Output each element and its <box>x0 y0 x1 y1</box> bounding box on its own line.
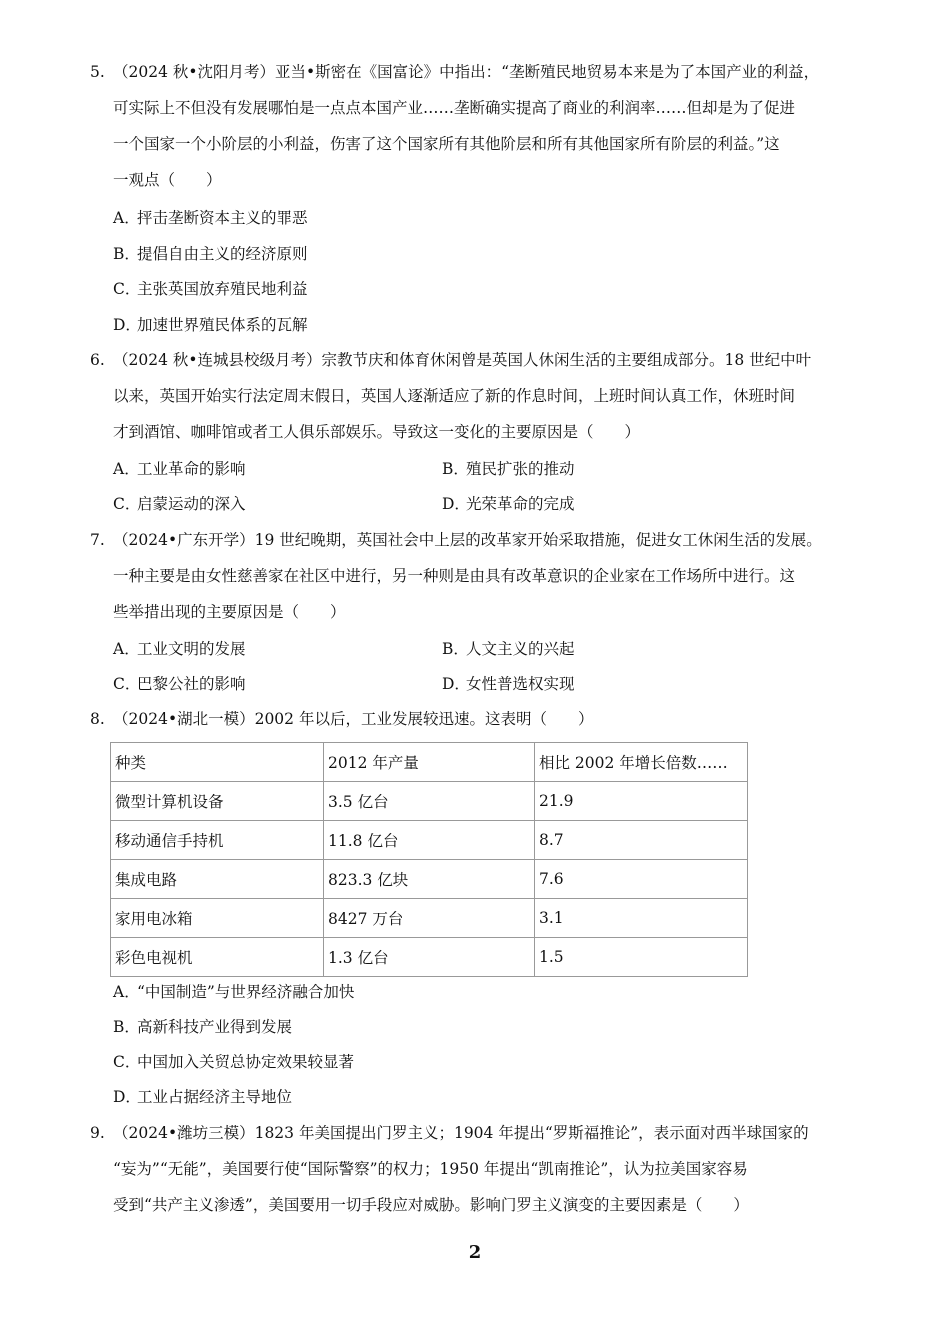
table-row <box>111 860 748 899</box>
question-stem-line: 6. （2024 秋•连城县校级月考）宗教节庆和体育休闲曾是英国人休闲生活的主要组成部分。18 世纪中叶 <box>90 342 880 378</box>
question-stem-line: 8. （2024•湖北一模）2002 年以后，工业发展较迅速。这表明（ ） <box>90 701 880 737</box>
table-cell: 彩色电视机 <box>111 938 324 977</box>
table-header-cell: 2012 年产量 <box>324 743 535 782</box>
table-cell: 7.6 <box>535 860 748 899</box>
option-a: A．工业文明的发展 <box>113 640 246 658</box>
question-stem-line: “妄为”“无能”，美国要行使“国际警察”的权力；1950 年提出“凯南推论”，认为拉美国家容易 <box>113 1160 748 1178</box>
table-row <box>111 782 748 821</box>
table-cell: 1.3 亿台 <box>324 938 535 977</box>
option-b: B．人文主义的兴起 <box>442 640 575 658</box>
table-header-cell: 种类 <box>111 743 324 782</box>
option-c: C．启蒙运动的深入 <box>113 495 246 513</box>
table-cell: 微型计算机设备 <box>111 782 324 821</box>
question-stem-line: 受到“共产主义渗透”，美国要用一切手段应对威胁。影响门罗主义演变的主要因素是（ ） <box>113 1196 749 1214</box>
table-row <box>111 899 748 938</box>
option-c: C．巴黎公社的影响 <box>113 675 246 693</box>
question-stem-line: 可实际上不但没有发展哪怕是一点点本国产业……垄断确实提高了商业的利润率……但却是为了促进 <box>113 99 796 117</box>
question-stem-line: 5. （2024 秋•沈阳月考）亚当•斯密在《国富论》中指出：“垄断殖民地贸易本来是为了本国产业的利益， <box>90 54 880 90</box>
option-c: C．主张英国放弃殖民地利益 <box>113 280 308 298</box>
table-cell: 移动通信手持机 <box>111 821 324 860</box>
question-8 <box>90 701 880 737</box>
question-number: 8. <box>90 710 105 728</box>
question-stem-line: 9. （2024•潍坊三模）1823 年美国提出门罗主义；1904 年提出“罗斯福推论”，表示面对西半球国家的 <box>90 1115 880 1151</box>
table-cell: 11.8 亿台 <box>324 821 535 860</box>
option-d: D．女性普选权实现 <box>442 675 575 693</box>
question-number: 7. <box>90 531 105 549</box>
table-cell: 823.3 亿块 <box>324 860 535 899</box>
table-row <box>111 938 748 977</box>
table-row <box>111 821 748 860</box>
question-stem-line: 才到酒馆、咖啡馆或者工人俱乐部娱乐。导致这一变化的主要原因是（ ） <box>113 423 641 441</box>
table-cell: 1.5 <box>535 938 748 977</box>
question-stem-line: 一种主要是由女性慈善家在社区中进行，另一种则是由具有改革意识的企业家在工作场所中进行。这 <box>113 567 796 585</box>
option-c: C．中国加入关贸总协定效果较显著 <box>113 1053 355 1071</box>
question-9 <box>90 1115 880 1223</box>
option-d: D．光荣革命的完成 <box>442 495 575 513</box>
option-a: A．“中国制造”与世界经济融合加快 <box>113 983 355 1001</box>
question-stem-line: 一观点（ ） <box>113 171 222 189</box>
option-d: D．工业占据经济主导地位 <box>113 1088 293 1106</box>
table-cell: 8.7 <box>535 821 748 860</box>
question-7 <box>90 522 880 630</box>
option-a: A．工业革命的影响 <box>113 460 246 478</box>
table-cell: 3.5 亿台 <box>324 782 535 821</box>
table-cell: 3.1 <box>535 899 748 938</box>
question-number: 5. <box>90 63 105 81</box>
table-cell: 家用电冰箱 <box>111 899 324 938</box>
question-5 <box>90 54 880 198</box>
question-stem-line: 一个国家一个小阶层的小利益，伤害了这个国家所有其他阶层和所有其他国家所有阶层的利益。”这 <box>113 135 780 153</box>
option-d: D．加速世界殖民体系的瓦解 <box>113 316 308 334</box>
table-header-row <box>111 743 748 782</box>
table-cell: 21.9 <box>535 782 748 821</box>
question-number: 6. <box>90 351 105 369</box>
option-b: B．高新科技产业得到发展 <box>113 1018 293 1036</box>
question-number: 9. <box>90 1124 105 1142</box>
table-cell: 8427 万台 <box>324 899 535 938</box>
data-table <box>110 742 748 977</box>
question-stem-line: 7. （2024•广东开学）19 世纪晚期，英国社会中上层的改革家开始采取措施，促进女工休闲生活的发展。 <box>90 522 880 558</box>
question-6 <box>90 342 880 450</box>
table-header-cell: 相比 2002 年增长倍数…… <box>535 743 748 782</box>
question-stem-line: 些举措出现的主要原因是（ ） <box>113 603 346 621</box>
option-a: A．抨击垄断资本主义的罪恶 <box>113 209 308 227</box>
option-b: B．提倡自由主义的经济原则 <box>113 245 308 263</box>
page-number: 2 <box>468 1242 482 1263</box>
option-b: B．殖民扩张的推动 <box>442 460 575 478</box>
question-stem-line: 以来，英国开始实行法定周末假日，英国人逐渐适应了新的作息时间，上班时间认真工作，休班时间 <box>113 387 796 405</box>
table-cell: 集成电路 <box>111 860 324 899</box>
